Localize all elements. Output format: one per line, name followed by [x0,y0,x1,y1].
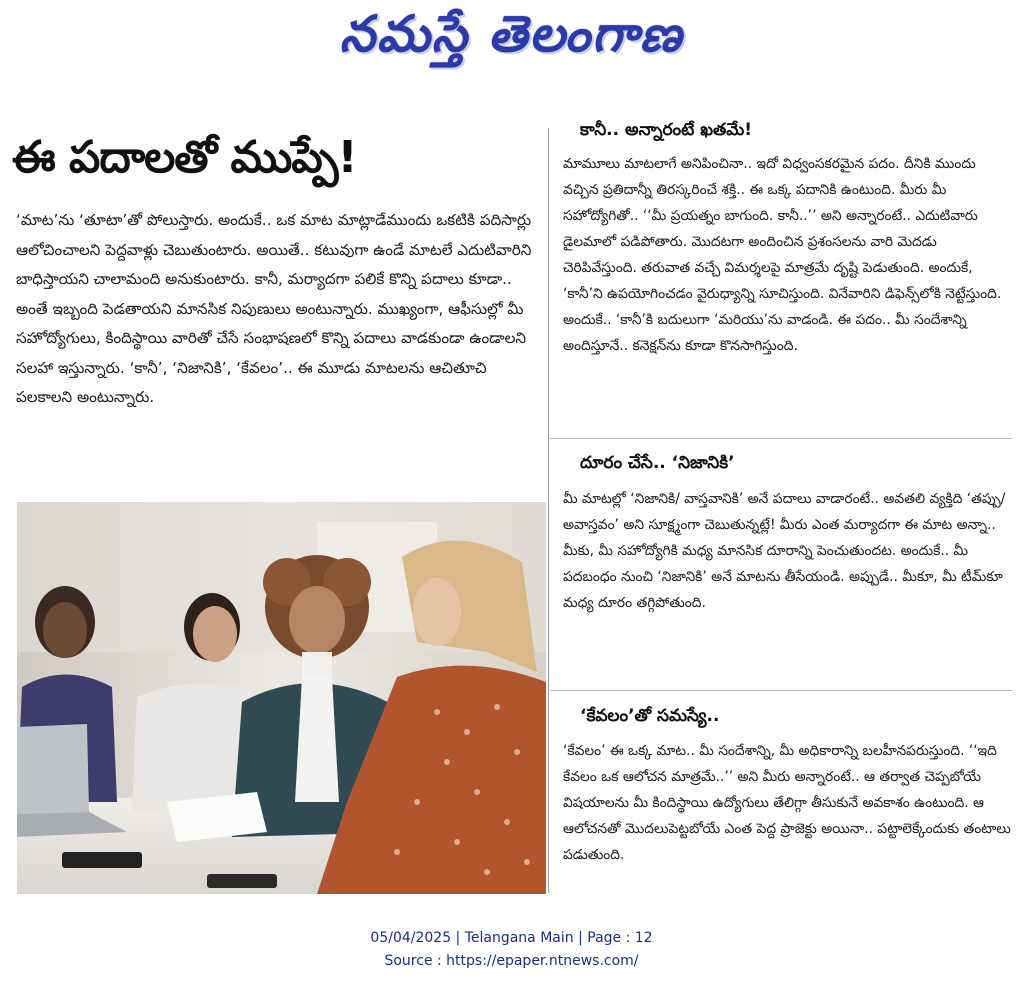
section-body: ‘కేవలం’ ఈ ఒక్క మాట.. మీ సందేశాన్ని, మీ అధికారాన్ని బలహీనపరుస్తుంది. ‘‘ఇది కేవలం ఒక ఆలోచన మాత్రమే..’’ అని మీరు అన్నారంటే.. ఆ తర్వాత చెప్పబోయే విషయాలను మీ కిందిస్థాయి ఉద్యోగులు తేలిగ్గా తీసుకునే అవకాశం ఉంటుంది. ఆ ఆలోచనతో మొదలుపెట్టబోయే ఎంత పెద్ద ప్రాజెక్టు అయినా.. పట్టాలెక్కేందుకు తంటాలు పడుతుంది. [563,743,1011,863]
section-heading: దూరం చేసే.. ‘నిజానికి’ [580,453,735,473]
article-headline: ఈ పదాలతో ముప్పే! [12,132,357,183]
section-heading: ‘కేవలం’తో సమస్యే.. [580,706,720,726]
section-body: మామూలు మాటలాగే అనిపించినా.. ఇదో విధ్వంసకరమైన పదం. దీనికి ముందు వచ్చిన ప్రతిదాన్నీ తిరస్కరించే శక్తి.. ఈ ఒక్క పదానికి ఉంటుంది. మీరు మీ సహోద్యోగితో.. ‘‘మీ ప్రయత్నం బాగుంది. కానీ..’’ అని అన్నారంటే.. ఎదుటివారు డైలమాలో పడిపోతారు. మొదటగా అందించిన ప్రశంసలను వారి మెదడు చెరిపివేస్తుంది. తరువాత వచ్చే విమర్శలపై మాత్రమే దృష్టి పెడుతుంది. అందుకే, ‘కానీ’ని ఉపయోగించడం వైరుధ్యాన్ని సూచిస్తుంది. వినేవారిని డిఫెన్స్‌లోకి నెట్టేస్తుంది. అందుకే.. ‘కానీ’కి బదులుగా ‘మరియు’ను వాడండి. ఈ పదం.. మీ సందేశాన్ని అందిస్తూనే.. కనెక్షన్‌ను కూడా కొనసాగిస్తుంది. [563,156,1002,354]
article-photo [17,502,546,894]
footer-edition-info: 05/04/2025 | Telangana Main | Page : 12 [370,930,653,946]
footer-source-link[interactable]: Source : https://epaper.ntnews.com/ [384,953,639,969]
article-intro: ‘మాట’ను ‘తూటా’తో పోలుస్తారు. అందుకే.. ఒక మాట మాట్లాడేముందు ఒకటికి పదిసార్లు ఆలోచించాలని పెద్దవాళ్లు చెబుతుంటారు. అయితే.. కటువుగా ఉండే మాటలే ఎదుటివారిని బాధిస్తాయని చాలామంది అనుకుంటారు. కానీ, మర్యాదగా పలికే కొన్ని పదాలు కూడా.. అంతే ఇబ్బంది పెడతాయని మానసిక నిపుణులు అంటున్నారు. ముఖ్యంగా, ఆఫీసుల్లో మీ సహోద్యోగులు, కిందిస్థాయి వారితో చేసే సంభాషణలో కొన్ని పదాలు వాడకుండా ఉండాలని సలహా ఇస్తున్నారు. ‘కానీ’, ‘నిజానికి’, ‘కేవలం’.. ఈ మూడు మాటలను ఆచితూచి పలకాలని అంటున్నారు. [16,211,532,406]
section-divider [550,438,1012,439]
column-divider [548,128,549,893]
section-body: మీ మాటల్లో ‘నిజానికి/ వాస్తవానికి’ అనే పదాలు వాడారంటే.. అవతలి వ్యక్తిది ‘తప్పు/ అవాస్తవం’ అని సూక్ష్మంగా చెబుతున్నట్లే! మీరు ఎంత మర్యాదగా ఈ మాట అన్నా.. మీకు, మీ సహోద్యోగికి మధ్య మానసిక దూరాన్ని పెంచుతుందట. అందుకే.. మీ పదబంధం నుంచి ‘నిజానికి’ అనే మాటను తీసేయండి. అప్పుడే.. మీకూ, మీ టీమ్‌కూ మధ్య దూరం తగ్గిపోతుంది. [563,491,1006,611]
section-divider [550,690,1012,691]
masthead [0,4,1023,76]
masthead-logo: నమస్తే తెలంగాణ [339,4,684,63]
section-heading: కానీ.. అన్నారంటే ఖతమే! [580,120,753,140]
